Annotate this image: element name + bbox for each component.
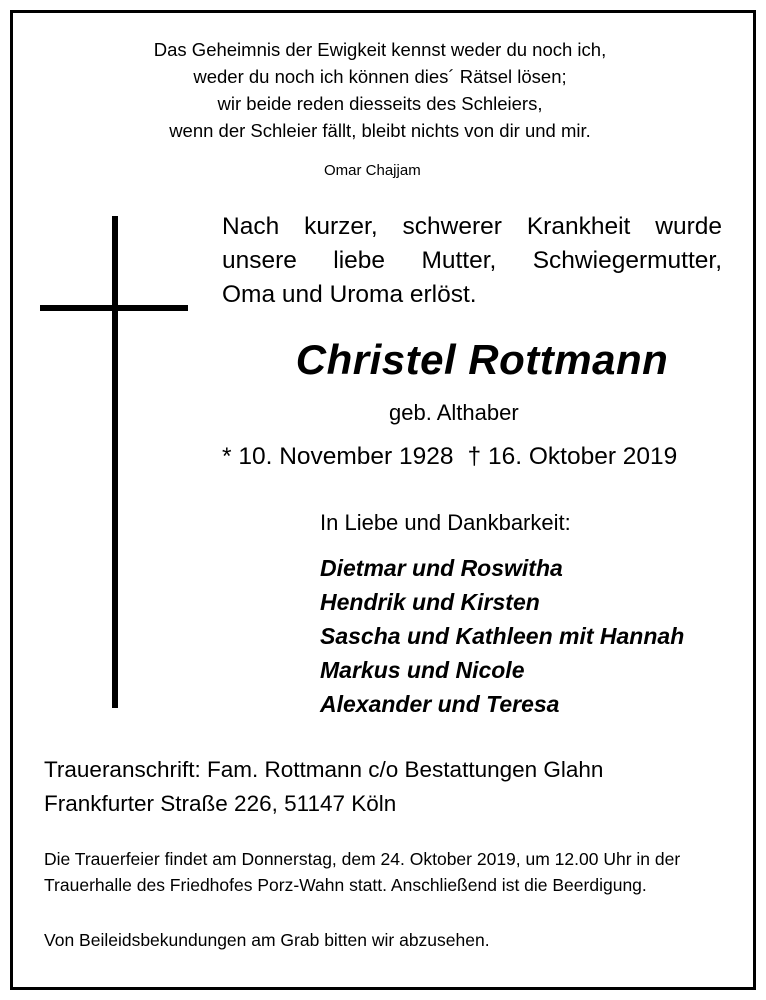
- birth-date: * 10. November 1928: [222, 443, 454, 470]
- poem-line: wenn der Schleier fällt, bleibt nichts von dir und mir.: [169, 120, 591, 141]
- intro-line: Nach kurzer, schwerer Krankheit wurde: [222, 213, 722, 240]
- poem-author: Omar Chajjam: [324, 162, 421, 179]
- mourners-heading: In Liebe und Dankbarkeit:: [320, 510, 571, 535]
- mourner-entry: Hendrik und Kirsten: [320, 589, 540, 615]
- intro-line: Oma und Uroma erlöst.: [222, 281, 477, 308]
- closing-note: Von Beileidsbekundungen am Grab bitten wir abzusehen.: [44, 930, 490, 950]
- cross-icon-bar: [40, 305, 188, 311]
- birth-name: geb. Althaber: [389, 400, 519, 425]
- deceased-name: Christel Rottmann: [295, 336, 669, 383]
- mourners-list: [320, 551, 684, 721]
- poem: [0, 36, 760, 144]
- death-date: † 16. Oktober 2019: [467, 443, 678, 470]
- intro-text: [222, 210, 722, 312]
- mourner-entry: Dietmar und Roswitha: [320, 555, 563, 581]
- mourner-entry: Markus und Nicole: [320, 657, 525, 683]
- address-line: Traueranschrift: Fam. Rottmann c/o Bestattungen Glahn: [44, 757, 604, 782]
- mourner-entry: Sascha und Kathleen mit Hannah: [320, 623, 685, 649]
- life-dates: [222, 443, 722, 471]
- obituary-frame: [10, 10, 756, 990]
- mourning-address: [44, 753, 603, 821]
- intro-line: unsere liebe Mutter, Schwiegermutter,: [222, 247, 722, 274]
- poem-line: Das Geheimnis der Ewigkeit kennst weder du noch ich,: [153, 39, 607, 60]
- poem-line: weder du noch ich können dies´ Rätsel lösen;: [193, 66, 567, 87]
- service-info: Die Trauerfeier findet am Donnerstag, dem 24. Oktober 2019, um 12.00 Uhr in der Trauerhalle des Friedhofes Porz-Wahn statt. Anschließend ist die Beerdigung.: [44, 849, 681, 895]
- mourner-entry: Alexander und Teresa: [320, 691, 560, 717]
- address-line: Frankfurter Straße 226, 51147 Köln: [44, 791, 397, 816]
- poem-line: wir beide reden diesseits des Schleiers,: [217, 93, 543, 114]
- cross-icon: [112, 216, 118, 708]
